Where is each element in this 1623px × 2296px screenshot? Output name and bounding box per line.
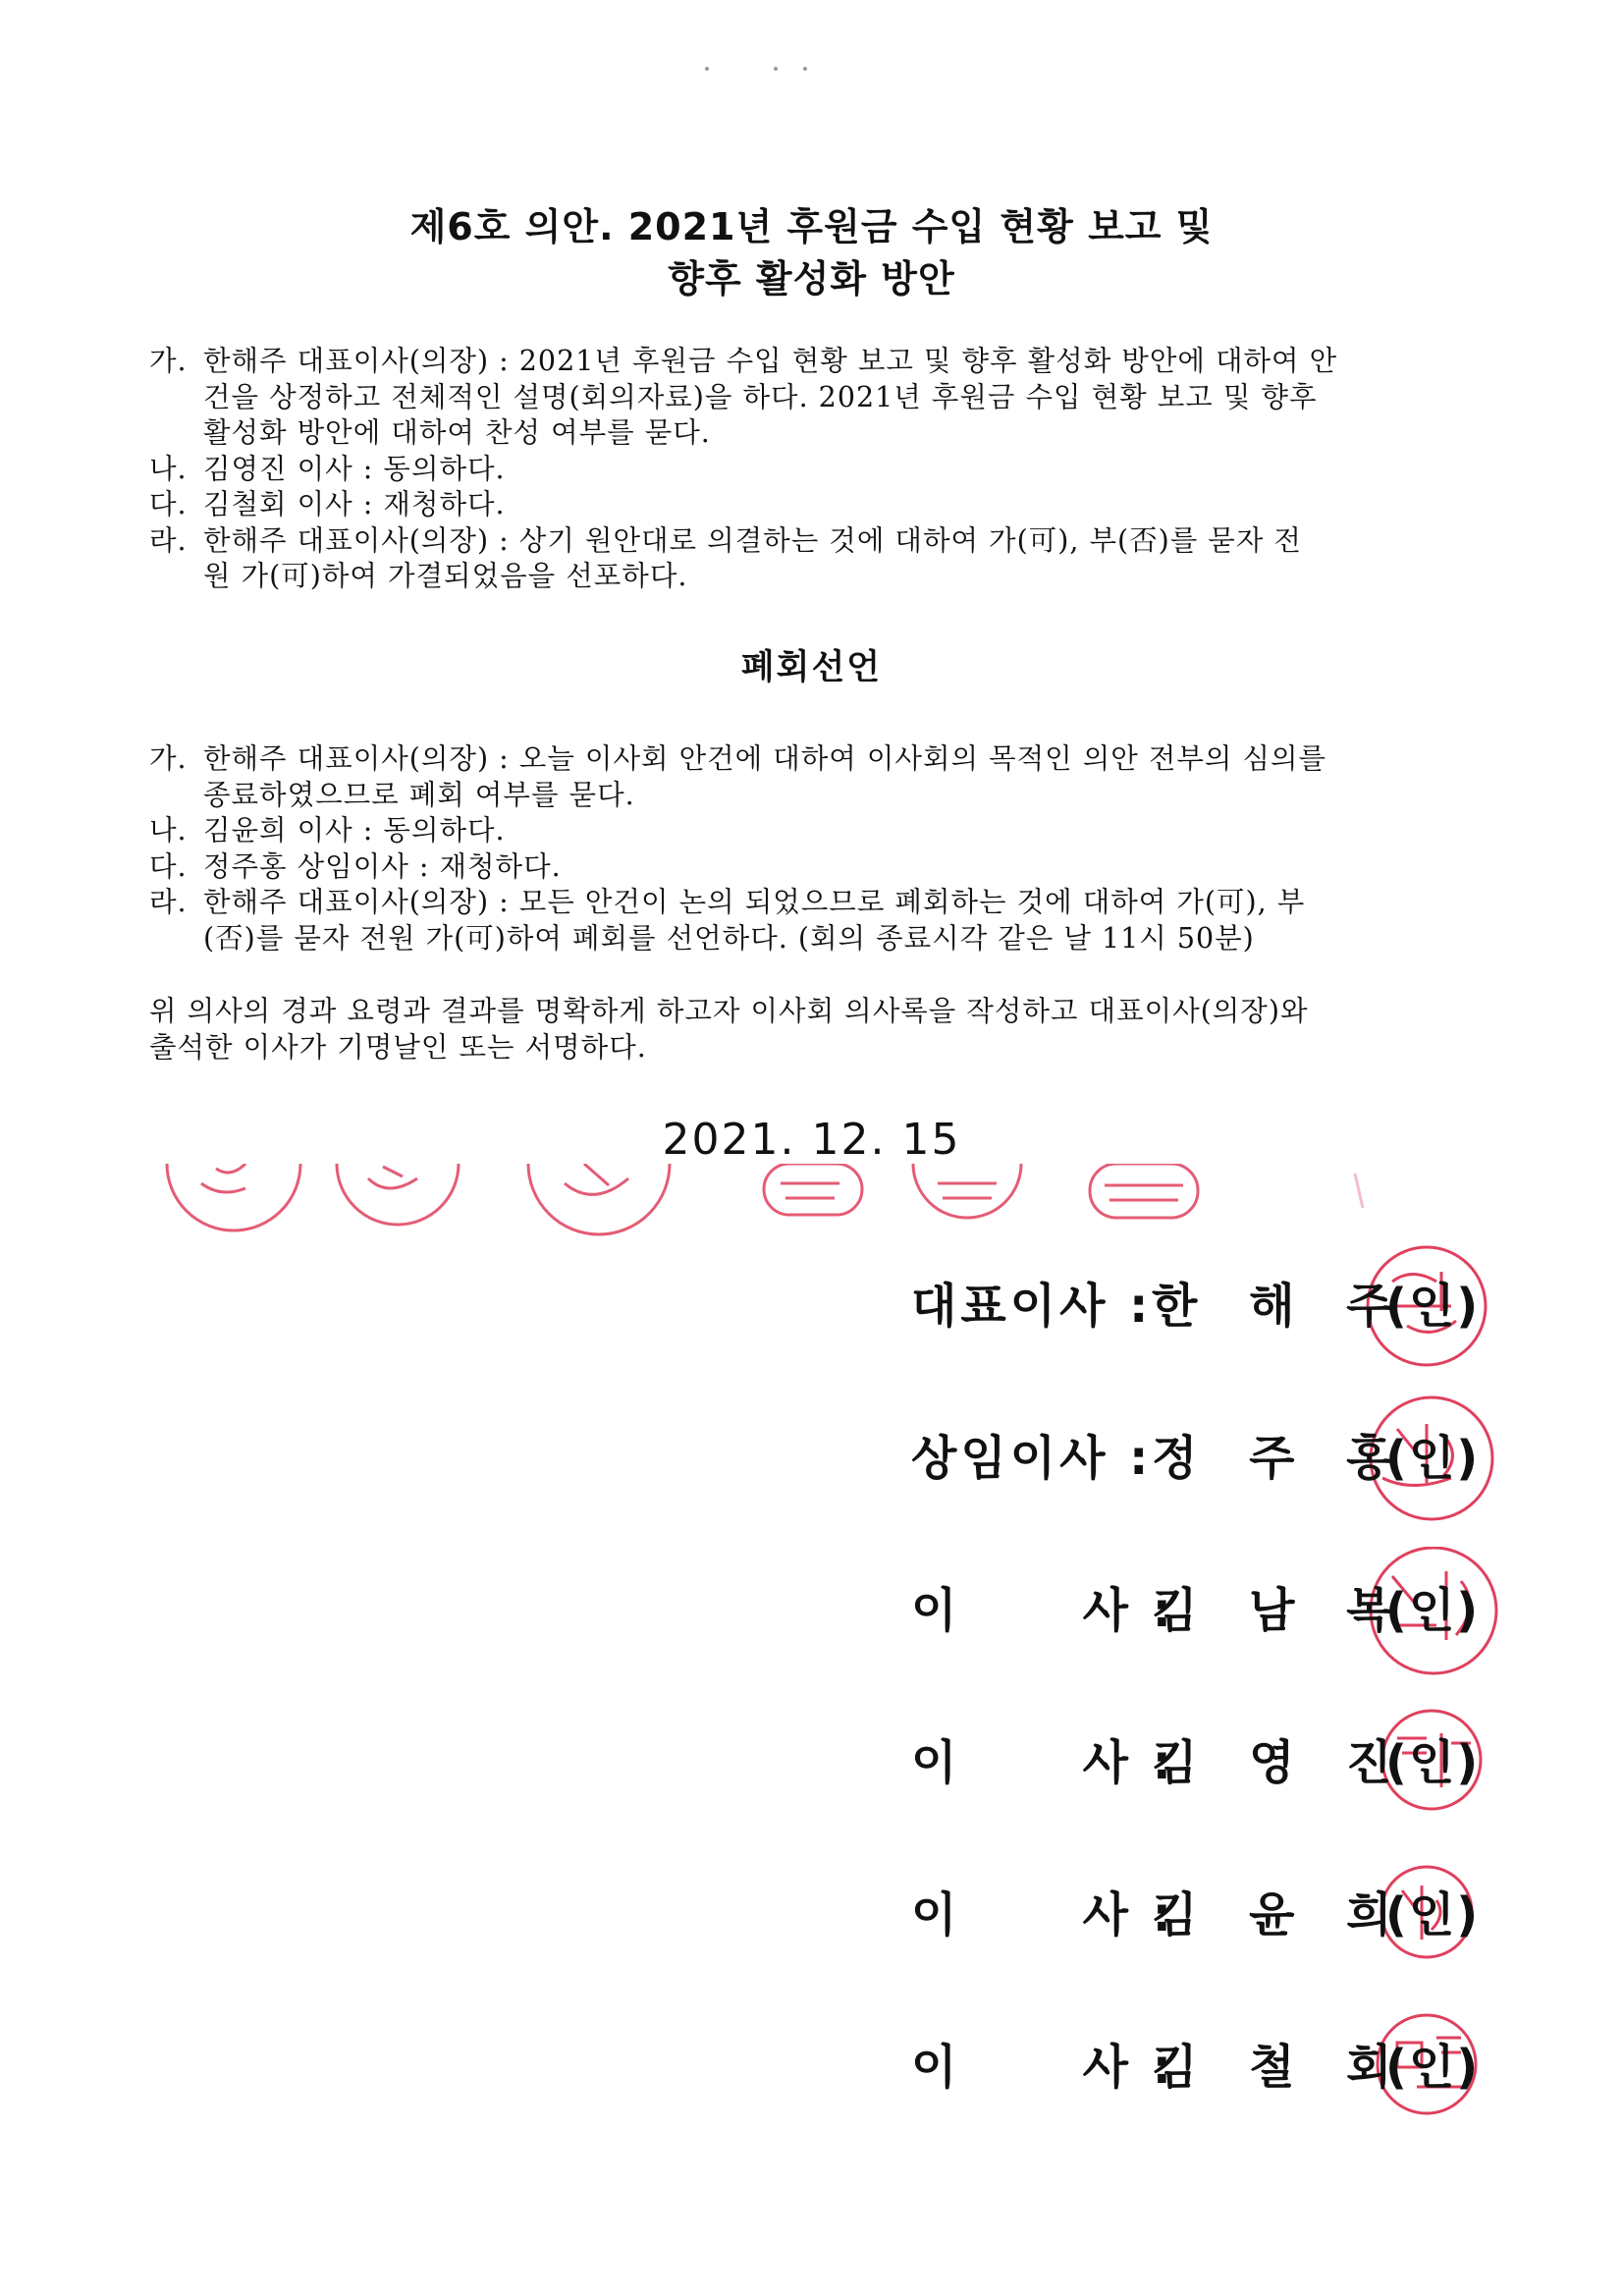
signer-role: 이 사 : [911, 1887, 1175, 1942]
closing-item: 다. 정주홍 상임이사 : 재청하다. [149, 849, 562, 883]
seal-label: (인) [1385, 2040, 1481, 2095]
scan-specks [705, 67, 823, 75]
signer-name: 정 주 홍 [1152, 1431, 1410, 1486]
signature-row-director [911, 1699, 1540, 1807]
seal-impression-row [0, 1164, 1623, 1242]
page-seal-impressions [0, 1164, 1623, 1242]
signature-row-ceo [911, 1242, 1540, 1350]
signature-row-director [911, 1851, 1540, 1959]
closing-items [149, 741, 1475, 957]
signer-role: 이 사 : [911, 1735, 1175, 1790]
seal-label: (인) [1385, 1887, 1481, 1942]
closing-item: 가. 한해주 대표이사(의장) : 오늘 이사회 안건에 대하여 이사회의 목적인 의안 전부의 심의를 종료하였으므로 폐회 여부를 묻다. [149, 742, 1327, 811]
seal-label: (인) [1385, 1735, 1481, 1790]
signer-name: 김 철 회 [1152, 2040, 1410, 2095]
seal-label: (인) [1385, 1583, 1481, 1638]
agenda6-item: 다. 김철회 이사 : 재청하다. [149, 488, 506, 520]
signer-role: 이 사 : [911, 1583, 1175, 1638]
closing-statement: 위 의사의 경과 요령과 결과를 명확하게 하고자 이사회 의사록을 작성하고 대표이사(의장)와 출석한 이사가 기명날인 또는 서명하다. [149, 995, 1309, 1064]
signer-name: 김 남 복 [1152, 1583, 1410, 1638]
agenda6-item: 라. 한해주 대표이사(의장) : 상기 원안대로 의결하는 것에 대하여 가(可), 부(否)를 묻자 전 원 가(可)하여 가결되었음을 선포하다. [149, 523, 1302, 592]
seal-label: (인) [1385, 1279, 1481, 1334]
agenda-title-line2: 향후 활성화 방안 [668, 257, 955, 301]
agenda6-items [149, 344, 1475, 595]
signature-row-director [911, 1547, 1540, 1655]
signer-name: 김 영 진 [1152, 1735, 1410, 1790]
signer-role: 상임이사 : [911, 1431, 1153, 1486]
closing-item: 나. 김윤희 이사 : 동의하다. [149, 814, 506, 847]
agenda6-item: 나. 김영진 이사 : 동의하다. [149, 452, 506, 485]
agenda6-item: 가. 한해주 대표이사(의장) : 2021년 후원금 수입 현황 보고 및 향후 활성화 방안에 대하여 안 건을 상정하고 전체적인 설명(회의자료)을 하다. 2021년 후원금 수입 현황 보고 및 향후 활성화 방안에 대하여 찬성 여부를 묻다. [149, 345, 1338, 449]
signer-role: 대표이사 : [911, 1279, 1153, 1334]
signature-row-director [911, 2003, 1540, 2111]
signature-row-executive [911, 1394, 1540, 1503]
meeting-date: 2021. 12. 15 [662, 1115, 961, 1165]
closing-heading: 폐회선언 [740, 648, 883, 687]
signer-name: 한 해 주 [1152, 1279, 1410, 1334]
signer-role: 이 사 : [911, 2040, 1175, 2095]
agenda-title-line1: 제6호 의안. 2021년 후원금 수입 현황 보고 및 [409, 205, 1214, 248]
closing-item: 라. 한해주 대표이사(의장) : 모든 안건이 논의 되었으므로 폐회하는 것에 대하여 가(可), 부 (否)를 묻자 전원 가(可)하여 폐회를 선언하다. (회의 종료시각 같은 날 11시 50분) [149, 886, 1306, 955]
signer-name: 김 윤 희 [1152, 1887, 1410, 1942]
seal-label: (인) [1385, 1431, 1481, 1486]
